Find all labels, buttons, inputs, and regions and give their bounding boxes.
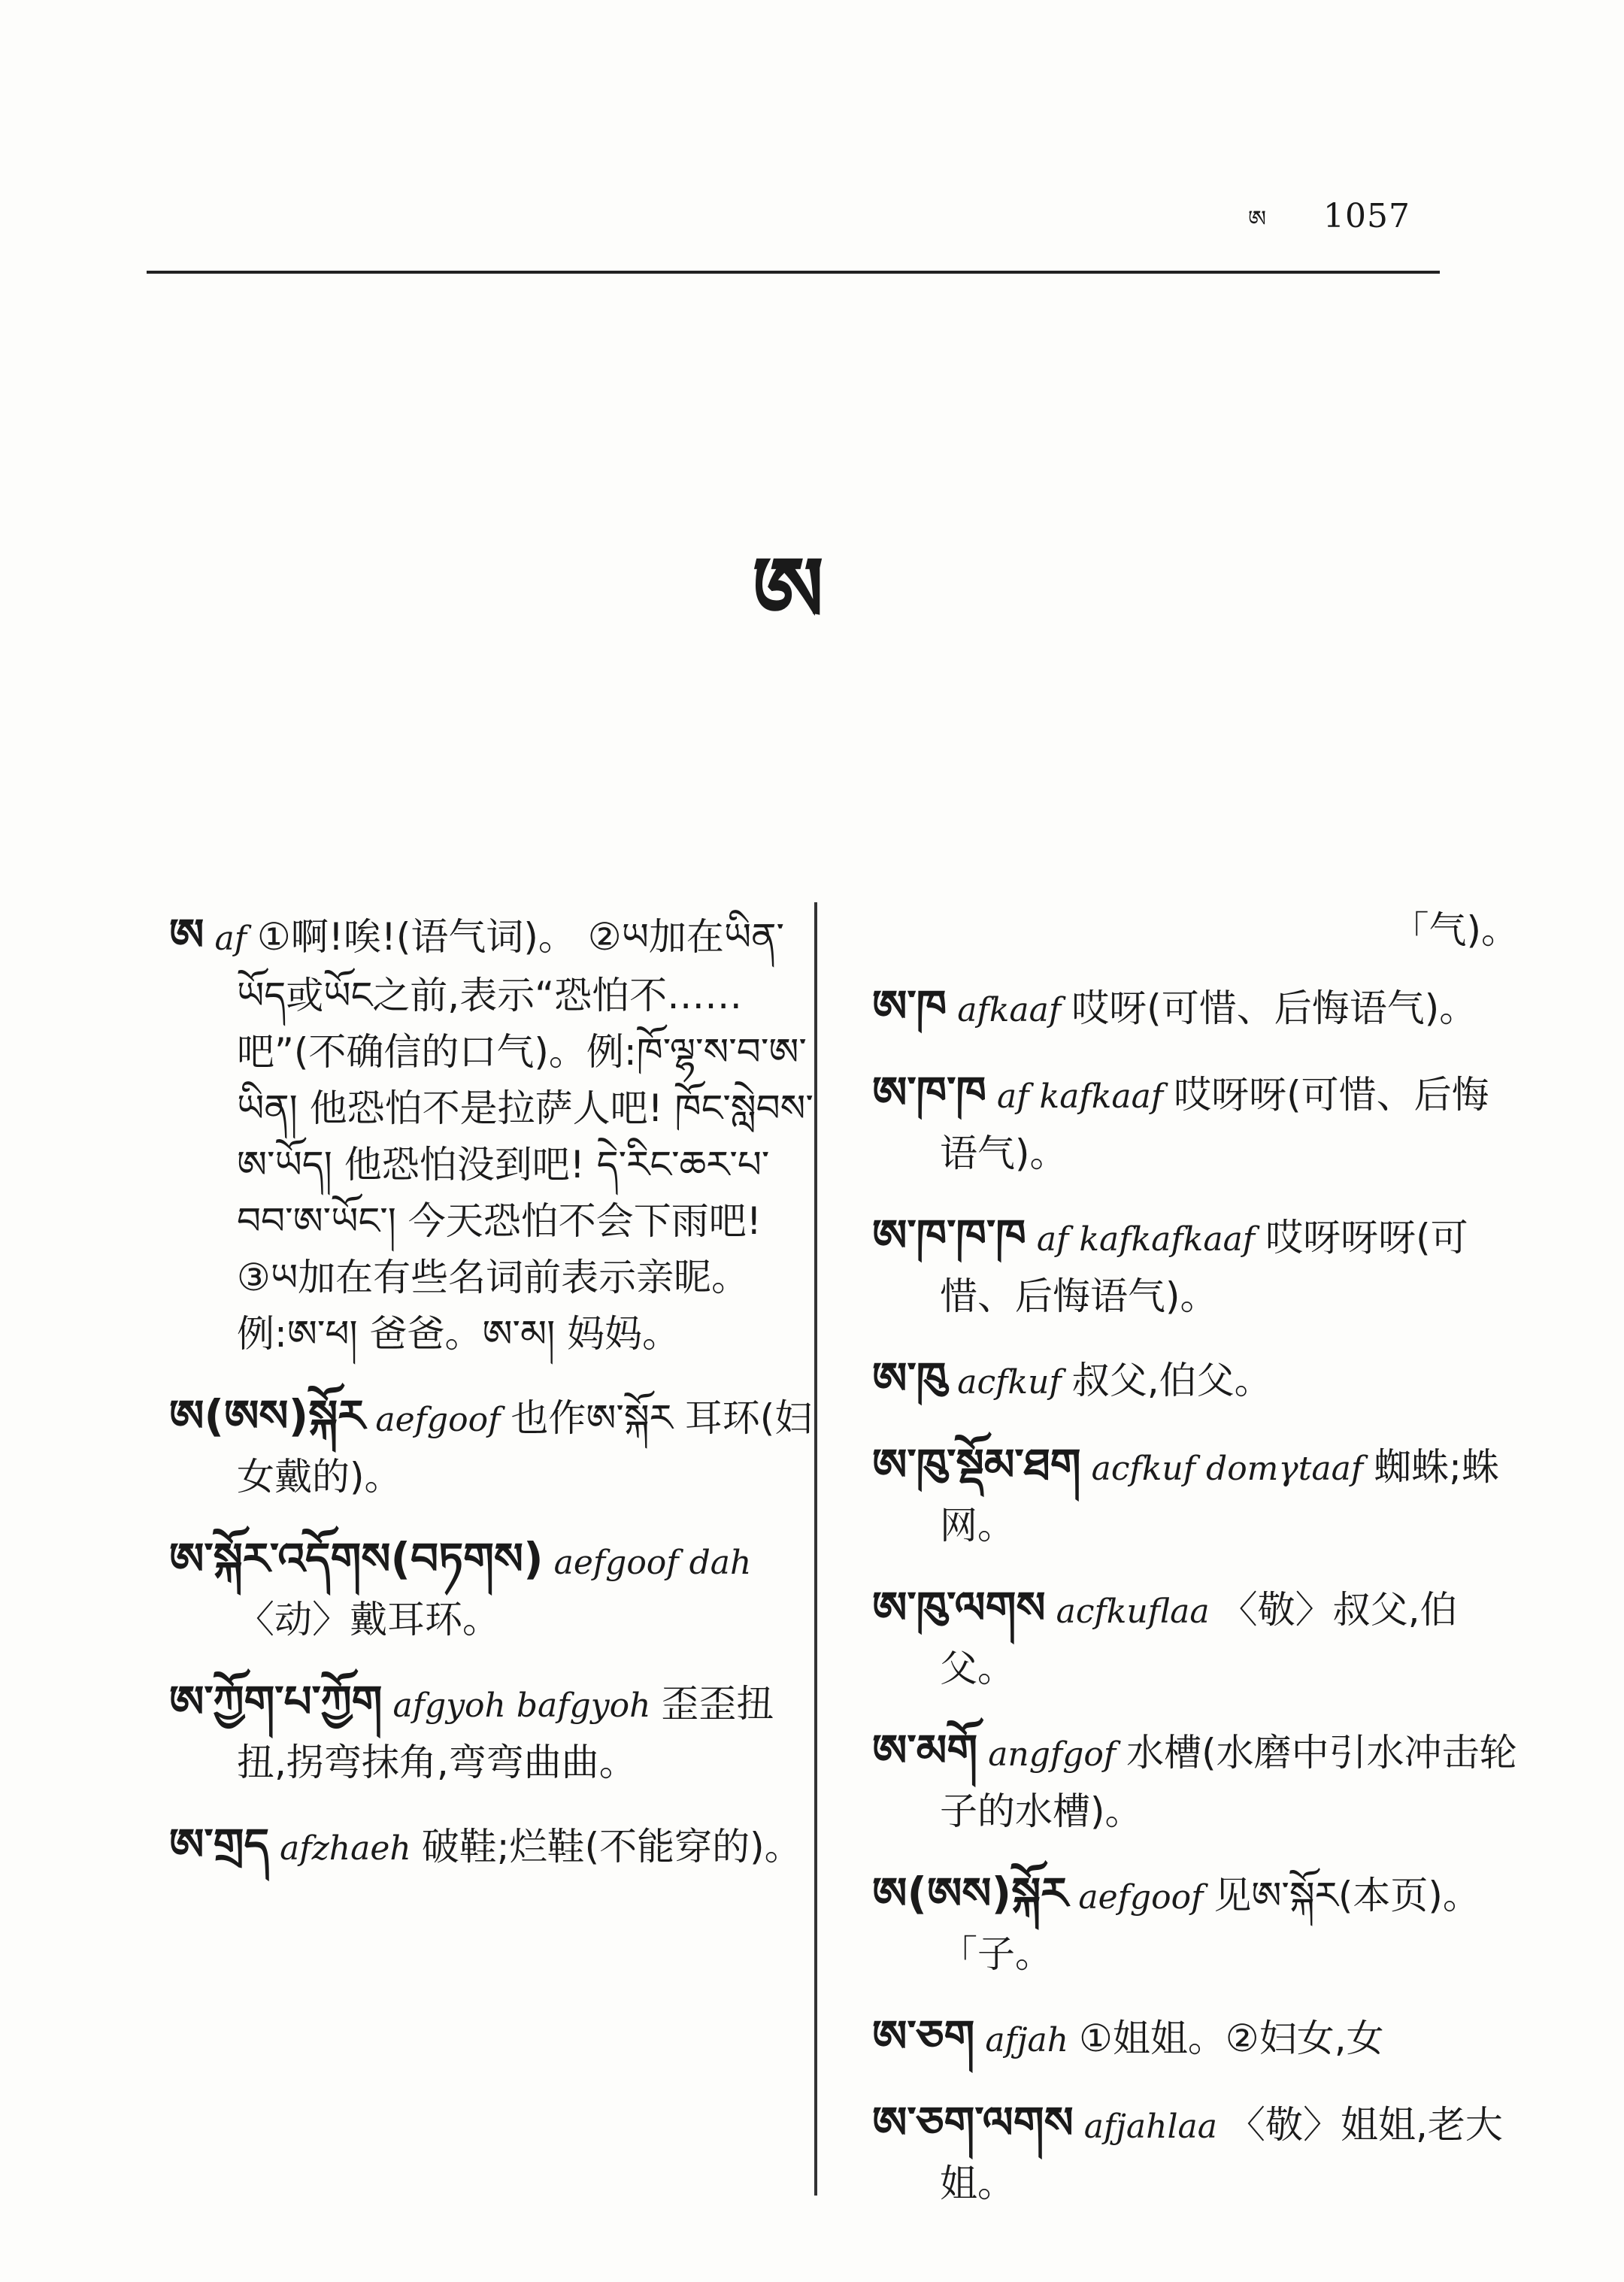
dictionary-entry <box>169 1383 816 1505</box>
entry-romanization: afzhaeh <box>280 1829 411 1868</box>
dictionary-entry <box>872 1861 1519 1983</box>
dictionary-entry <box>872 2004 1519 2069</box>
entry-gloss: 哎呀(可惜、后悔语气)。 <box>1071 986 1477 1030</box>
entry-gloss: 〈动〉戴耳环。 <box>237 1598 500 1641</box>
dictionary-entry <box>872 974 1519 1039</box>
entry-gloss: 也作ཨ་སྐོར 耳环(妇女戴的)。 <box>237 1396 813 1499</box>
entry-headword: ཨ(ཨས)སྐོར <box>169 1390 365 1441</box>
section-letter: ཨ <box>752 537 825 643</box>
right-column <box>872 902 1519 2233</box>
entry-headword: ཨ་ཁ་ཁ་ཁ <box>872 1210 1026 1261</box>
dictionary-entry <box>169 1526 816 1648</box>
header-rule <box>147 271 1440 274</box>
entry-headword: ཨ་ཁུ་སྡོམ་ཐག <box>872 1439 1081 1490</box>
entry-gloss: 哎呀呀呀(可惜、后悔语气)。 <box>940 1216 1468 1318</box>
entry-gloss: 〈敬〉姐姐,老大姐。 <box>940 2103 1503 2205</box>
entry-headword: ཨ་མགོ <box>872 1725 978 1776</box>
entry-gloss: 见ཨ་སྐོར(本页)。「子。 <box>940 1874 1480 1976</box>
section-mark: ཨ <box>1248 206 1267 232</box>
dictionary-entry <box>872 2090 1519 2212</box>
entry-romanization: af <box>214 920 247 958</box>
dictionary-entry <box>169 902 816 1362</box>
entry-romanization: afgyoh bafgyoh <box>392 1686 651 1725</box>
page-number: 1057 <box>1323 197 1410 235</box>
entry-gloss: 〈敬〉叔父,伯父。 <box>940 1588 1458 1690</box>
entry-gloss: 哎呀呀(可惜、后悔语气)。 <box>940 1073 1489 1175</box>
entry-headword: ཨ་ཅག <box>872 2011 975 2062</box>
entry-gloss: 歪歪扭扭,拐弯抹角,弯弯曲曲。 <box>237 1682 774 1784</box>
dictionary-entry <box>872 1432 1519 1554</box>
entry-romanization: angfgof <box>988 1735 1116 1774</box>
dictionary-entry <box>872 1575 1519 1697</box>
entry-romanization: aefgoof <box>375 1401 501 1439</box>
entry-gloss: ①姐姐。②妇女,女 <box>1079 2017 1384 2060</box>
dictionary-entry <box>872 1060 1519 1182</box>
entry-romanization: aefgoof <box>1078 1878 1204 1917</box>
entry-headword: ཨ་ཁ་ཁ <box>872 1067 987 1118</box>
entry-romanization: afjah <box>985 2021 1069 2059</box>
entry-gloss: 叔父,伯父。 <box>1071 1359 1272 1402</box>
entry-gloss: 水槽(水磨中引水冲击轮子的水槽)。 <box>940 1731 1517 1833</box>
dictionary-entry <box>872 1203 1519 1325</box>
right-continuation: 「气)。 <box>1391 908 1519 952</box>
left-column <box>169 902 816 1899</box>
entry-headword: ཨ་ཅག་ལགས <box>872 2097 1074 2148</box>
entry-romanization: acfkuf <box>957 1363 1062 1402</box>
entry-headword: ཨ་སྐོར་འདོགས(བཏགས) <box>169 1533 544 1584</box>
entry-headword: ཨ <box>169 909 205 960</box>
entry-headword: ཨ་ཁུ <box>872 1353 947 1404</box>
entry-headword: ཨ་ཀྱོག་པ་ཀྱོག <box>169 1676 383 1727</box>
entry-headword: ཨ་གྲད <box>169 1819 270 1870</box>
entry-romanization: acfkuflaa <box>1056 1593 1210 1631</box>
dictionary-entry <box>169 1812 816 1877</box>
entry-romanization: aefgoof dah <box>553 1544 752 1582</box>
entry-gloss: ①啊!唉!(语气词)。 ②ཡ加在ཡིན་ཡོད或ཡོང之前,表示“恐怕不……吧”(不确信的口气)。例:ཁོ་ལྷ་ས་བ་ཨ་ཡིན། 他恐怕不是拉萨人吧! ཁོང་སླེབས་ཨ་ཡོད། 他恐怕没到吧! དེ་རིང་ཆར་པ་བབ་ཨ་ཡོང་། 今天恐怕不会下雨吧! ③ཡ加在有些名词前表示亲昵。例:ཨ་ཕ། 爸爸。ཨ་མ། 妈妈。 <box>237 915 814 1356</box>
entry-romanization: af kafkaaf <box>997 1077 1164 1116</box>
dictionary-entry <box>872 1346 1519 1411</box>
entry-gloss: 蜘蛛;蛛网。 <box>940 1445 1499 1547</box>
entry-romanization: afjahlaa <box>1083 2108 1218 2146</box>
dictionary-entry <box>169 1669 816 1791</box>
entry-gloss: 破鞋;烂鞋(不能穿的)。 <box>421 1825 802 1868</box>
entry-romanization: af kafkafkaaf <box>1036 1220 1256 1259</box>
entry-romanization: acfkuf domγtaaf <box>1091 1450 1364 1488</box>
entry-headword: ཨ་ཁུ་ལགས <box>872 1582 1046 1633</box>
entry-headword: ཨ་ཁ <box>872 980 947 1032</box>
dictionary-entry <box>872 1718 1519 1840</box>
entry-romanization: afkaaf <box>957 991 1062 1029</box>
entry-headword: ཨ(ཨས)སྐོར <box>872 1868 1068 1919</box>
